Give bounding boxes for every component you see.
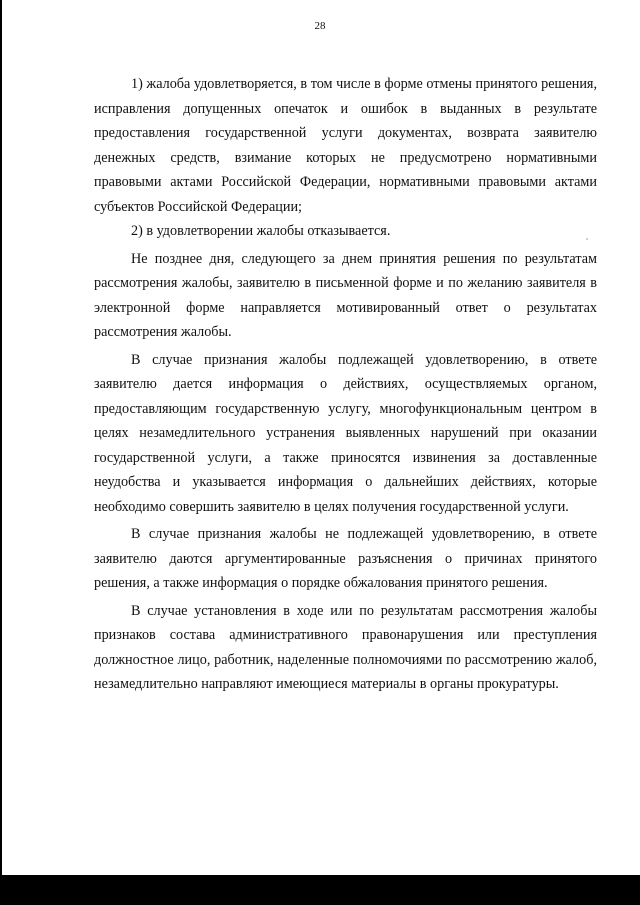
paragraph-complaint-rejected: В случае признания жалобы не подлежащей удовлетворению, в ответе заявителю даются аргументированные разъяснения о причинах принятого решения, а также информация о порядке обжалования принятого решения. <box>94 526 597 591</box>
paragraph-response-deadline: Не позднее дня, следующего за днем принятия решения по результатам рассмотрения жалобы, заявителю в письменной форме и по желанию заявителя в электронной форме направляется мотивированный ответ о результатах рассмотрения жалобы. <box>94 250 597 340</box>
paragraph-prosecutor-referral: В случае установления в ходе или по результатам рассмотрения жалобы признаков состава административного правонарушения или преступления должностное лицо, работник, наделенные полномочиями по рассмотрению жалоб, незамедлительно направляют имеющиеся материалы в органы прокуратуры. <box>94 602 597 692</box>
scan-bottom-border <box>0 875 640 905</box>
paragraph-complaint-satisfied: В случае признания жалобы подлежащей удовлетворению, в ответе заявителю дается информация о действиях, осуществляемых органом, предоставляющим государственную услугу, многофункциональным центром в целях незамедлительного устранения выявленных нарушений при оказании государственной услуги, а также приносятся извинения за доставленные неудобства и указывается информация о дальнейших действиях, которые необходимо совершить заявителю в целях получения государственной услуги. <box>94 351 597 515</box>
paragraph-item-1: 1) жалоба удовлетворяется, в том числе в форме отмены принятого решения, исправления допущенных опечаток и ошибок в выданных в результате предоставления государственной услуги документах, возврата заявителю денежных средств, взимание которых не предусмотрено нормативными правовыми актами Российской Федерации, нормативными правовыми актами субъектов Российской Федерации; <box>94 76 597 215</box>
page-number: 28 <box>314 20 326 32</box>
paragraph-item-2: 2) в удовлетворении жалобы отказывается. <box>131 223 391 239</box>
scan-left-edge <box>0 0 2 875</box>
document-body <box>94 72 597 697</box>
